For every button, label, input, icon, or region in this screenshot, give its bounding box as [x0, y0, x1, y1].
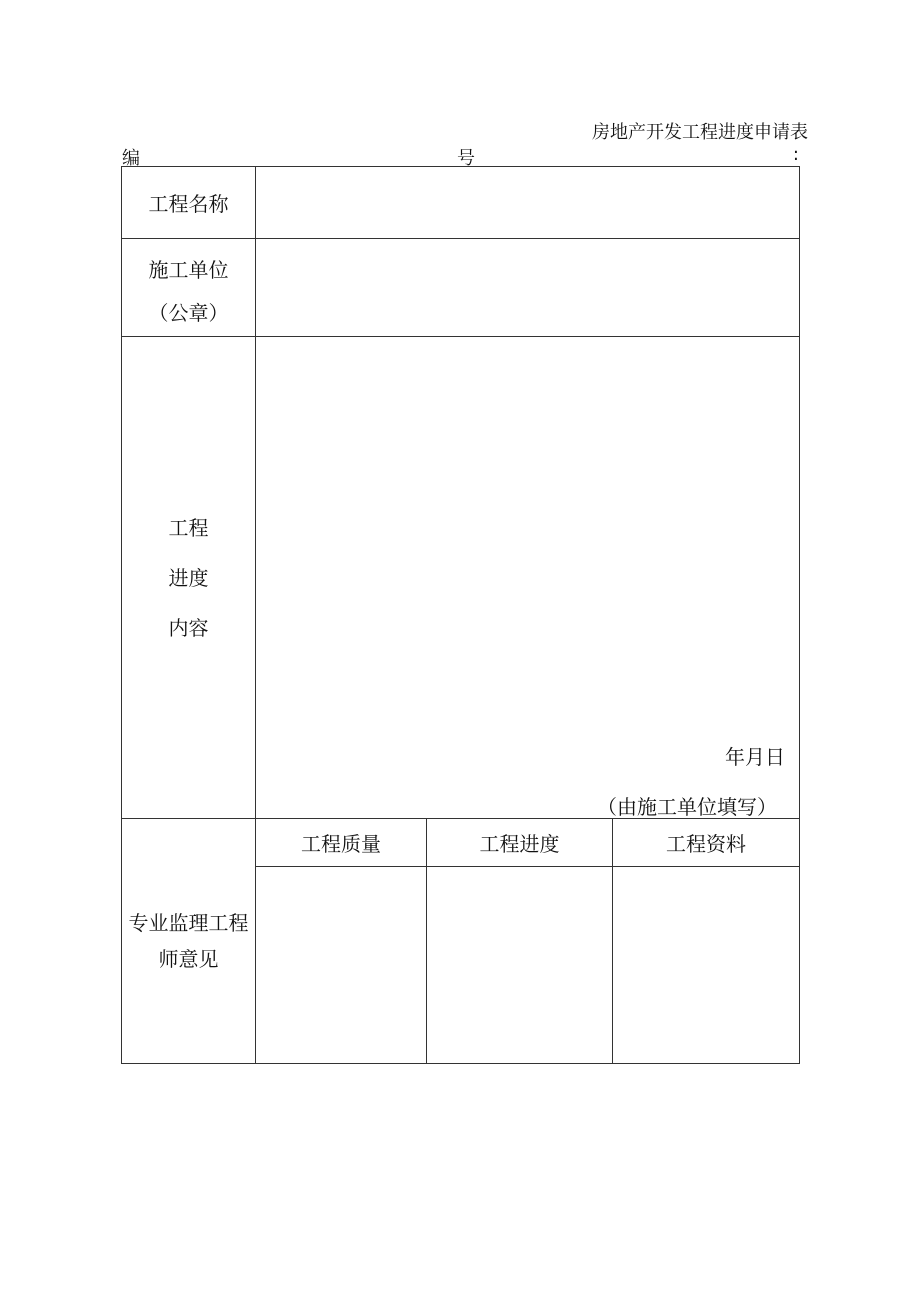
progress-column-header: 工程进度: [427, 819, 613, 867]
form-title: 房地产开发工程进度申请表: [592, 122, 808, 143]
project-name-label-cell: [122, 167, 256, 239]
supervisor-label-line-1: 专业监理工程: [128, 911, 249, 935]
contractor-label-cell: [122, 239, 256, 337]
row-opinion-headers: [122, 819, 800, 867]
row-project-name: [122, 167, 800, 239]
date-label: 年月日: [725, 745, 786, 769]
project-name-field[interactable]: [256, 167, 800, 239]
serial-number-row: [122, 144, 799, 169]
contractor-label: 施工单位: [148, 257, 229, 282]
supervisor-label-cell: [122, 819, 256, 1064]
serial-label-char-1: 编: [122, 148, 140, 169]
contractor-field[interactable]: [256, 239, 800, 337]
documents-column-header: 工程资料: [613, 819, 800, 867]
quality-column-header: 工程质量: [256, 819, 427, 867]
documents-opinion-field[interactable]: [613, 867, 800, 1064]
row-progress-content: [122, 337, 800, 819]
supervisor-label-line-2: 师意见: [158, 947, 219, 971]
contractor-seal-label: （公章）: [148, 300, 229, 325]
serial-label-colon: :: [792, 144, 799, 165]
progress-label-cell: [122, 337, 256, 819]
row-contractor: [122, 239, 800, 337]
serial-label-char-2: 号: [457, 148, 475, 169]
filled-by-note: （由施工单位填写）: [597, 795, 778, 819]
progress-content-field[interactable]: [256, 337, 800, 819]
project-name-label: 工程名称: [148, 192, 229, 216]
progress-label-line-2: 进度: [168, 565, 209, 590]
progress-opinion-field[interactable]: [427, 867, 613, 1064]
progress-label-line-3: 内容: [168, 615, 209, 640]
application-form-table: [121, 166, 800, 1064]
quality-opinion-field[interactable]: [256, 867, 427, 1064]
progress-label-line-1: 工程: [168, 515, 209, 540]
